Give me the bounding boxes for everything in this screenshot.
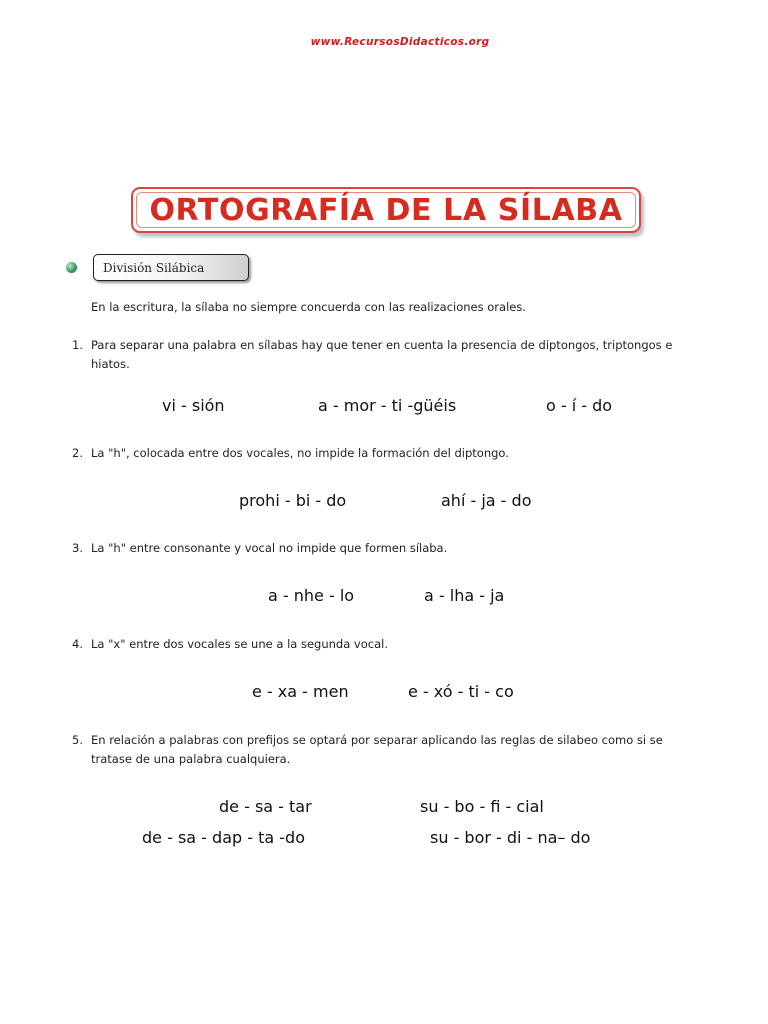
rule-text: Para separar una palabra en sílabas hay que tener en cuenta la presencia de diptongos, triptongos e hiatos. — [91, 338, 673, 371]
syllable-example: de - sa - tar — [219, 797, 312, 816]
syllable-example: ahí - ja - do — [441, 491, 532, 510]
rule-number: 2. — [72, 446, 83, 460]
syllable-example: a - mor - ti -güéis — [318, 396, 457, 415]
syllable-example: e - xa - men — [252, 682, 349, 701]
rule-text: La "h" entre consonante y vocal no impide que formen sílaba. — [91, 541, 448, 555]
syllable-example: vi - sión — [162, 396, 225, 415]
rule-number: 4. — [72, 637, 83, 651]
intro-paragraph: En la escritura, la sílaba no siempre concuerda con las realizaciones orales. — [91, 300, 527, 314]
title-banner — [131, 187, 641, 233]
rule-text: La "x" entre dos vocales se une a la segunda vocal. — [91, 637, 388, 651]
syllable-example: su - bor - di - na– do — [430, 828, 591, 847]
green-bullet-icon — [66, 262, 77, 273]
rule-text: En relación a palabras con prefijos se optará por separar aplicando las reglas de silabeo como si se tratase de una palabra cualquiera. — [91, 733, 663, 766]
page-title: ORTOGRAFÍA DE LA SÍLABA — [149, 192, 623, 228]
rule-text: La "h", colocada entre dos vocales, no impide la formación del diptongo. — [91, 446, 509, 460]
syllable-example: prohi - bi - do — [239, 491, 347, 510]
syllable-example: a - nhe - lo — [268, 586, 355, 605]
syllable-example: de - sa - dap - ta -do — [142, 828, 305, 847]
rule-number: 5. — [72, 733, 83, 747]
section-heading-box — [93, 254, 249, 281]
rule-number: 1. — [72, 338, 83, 352]
rule-number: 3. — [72, 541, 83, 555]
syllable-example: e - xó - ti - co — [408, 682, 514, 701]
syllable-example: o - í - do — [546, 396, 613, 415]
website-url[interactable]: www.RecursosDidacticos.org — [310, 36, 490, 48]
syllable-example: su - bo - fi - cial — [420, 797, 544, 816]
section-heading: División Silábica — [103, 260, 205, 275]
syllable-example: a - lha - ja — [424, 586, 505, 605]
